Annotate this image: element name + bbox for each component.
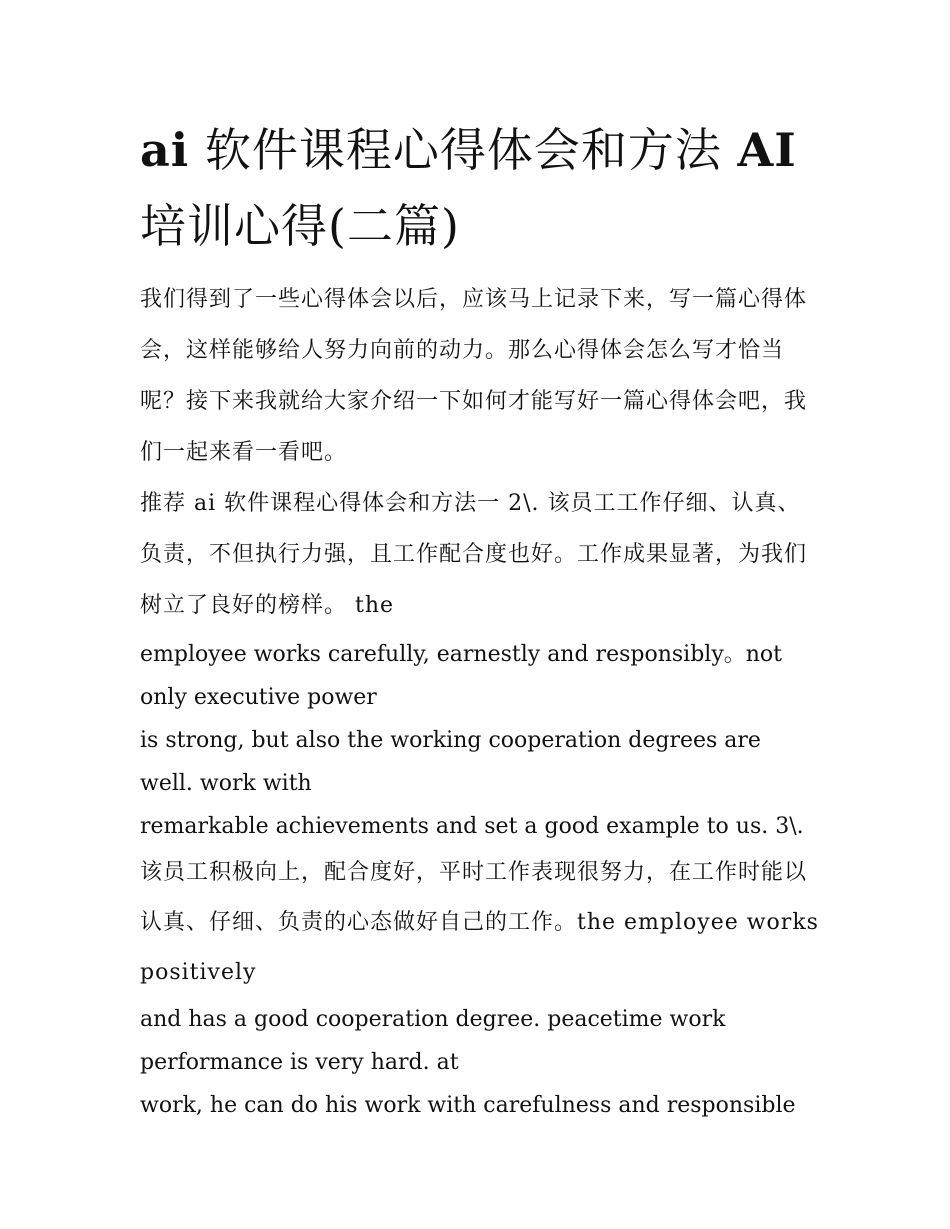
document-title [140, 112, 820, 264]
body-paragraph-2: 该员工积极向上，配合度好，平时工作表现很努力，在工作时能以认真、仔细、负责的心态做好自己的工作。the employee works positively [140, 860, 819, 985]
english-paragraph-3: remarkable achievements and set a good example to us. 3\. [140, 814, 804, 839]
title-suffix-text: 培训心得(二篇) [140, 199, 460, 253]
english-paragraph-2: is strong, but also the working cooperation degrees are well. work with [140, 728, 761, 796]
english-paragraph-5: work, he can do his work with carefulness and responsible [140, 1093, 796, 1118]
title-latin-ai: AI [737, 123, 797, 177]
title-latin-prefix: ai [140, 123, 190, 177]
document-page [140, 112, 820, 1127]
body-paragraph-1: 推荐 ai 软件课程心得体会和方法一 2\. 该员工工作仔细、认真、负责，不但执行力强，且工作配合度也好。工作成果显著，为我们树立了良好的榜样。 the [140, 491, 808, 618]
intro-paragraph: 我们得到了一些心得体会以后，应该马上记录下来，写一篇心得体会，这样能够给人努力向前的动力。那么心得体会怎么写才恰当呢？接下来我就给大家介绍一下如何才能写好一篇心得体会吧，我们一起来看一看吧。 [140, 287, 808, 465]
english-paragraph-1: employee works carefully, earnestly and responsibly。not only executive power [140, 642, 783, 710]
english-paragraph-4: and has a good cooperation degree. peacetime work performance is very hard. at [140, 1007, 726, 1075]
title-main-text: 软件课程心得体会和方法 [189, 123, 738, 177]
